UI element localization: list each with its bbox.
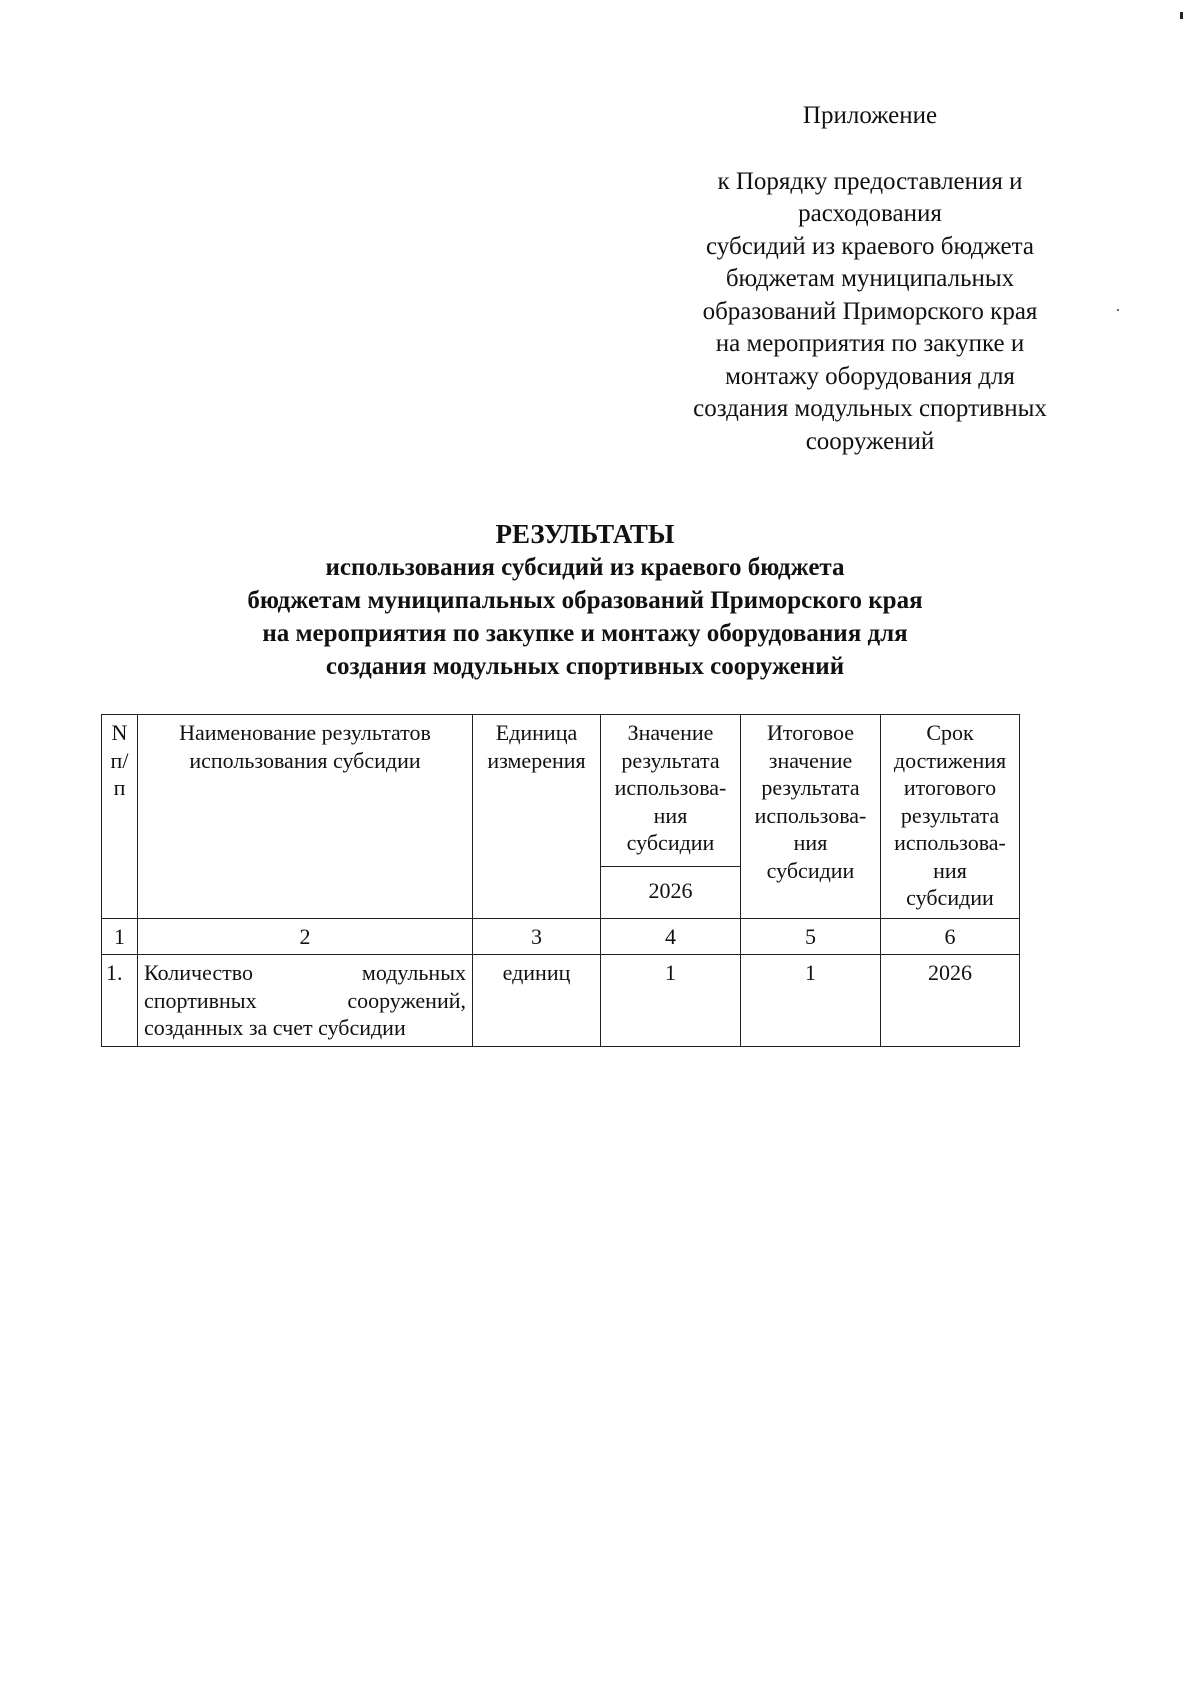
results-subtitle-line: использования субсидий из краевого бюджета [325,554,845,581]
row-name: Количество модульных спортивных сооружений, созданных за счет субсидии [138,955,473,1047]
annex-block [660,100,1080,458]
annex-line: к Порядку предоставления и [717,167,1023,195]
header-value: Значение результата использова- ния субсидии [601,715,741,867]
annex-line: монтажу оборудования для [725,362,1015,390]
results-subtitle-line: создания модульных спортивных сооружений [325,653,845,680]
results-title: РЕЗУЛЬТАТЫ [495,519,675,549]
column-number: 3 [473,918,601,955]
annex-line: на мероприятия по закупке и [715,330,1025,357]
annex-line: субсидий из краевого бюджета [706,232,1034,260]
scan-dot [1117,309,1119,311]
row-deadline: 2026 [881,955,1020,1047]
scan-mark [1180,12,1183,19]
annex-line: сооружений [805,427,935,455]
annex-line: расходования [798,200,942,227]
table-row [102,955,1020,1047]
column-number: 2 [138,918,473,955]
header-num: N п/п [102,715,138,919]
annex-line: бюджетам муниципальных [725,265,1015,292]
row-num: 1. [102,955,138,1047]
column-number-row [102,918,1020,955]
results-subtitle-line: бюджетам муниципальных образований Приморского края [247,587,923,614]
column-number: 4 [601,918,741,955]
annex-title: Приложение [802,102,938,129]
row-final-value: 1 [741,955,881,1047]
column-number: 5 [741,918,881,955]
table-header-row [102,715,1020,867]
row-unit: единиц [473,955,601,1047]
results-subtitle-line: на мероприятия по закупке и монтажу оборудования для [262,620,908,647]
header-deadline: Срок достижения итогового результата использова- ния субсидии [881,715,1020,919]
column-number: 6 [881,918,1020,955]
header-final-value: Итоговое значение результата использова- ния субсидии [741,715,881,919]
header-name: Наименование результатов использования субсидии [138,715,473,919]
annex-line: создания модульных спортивных [693,395,1047,422]
results-table [101,714,1020,1047]
row-value: 1 [601,955,741,1047]
header-unit: Единица измерения [473,715,601,919]
annex-line: образований Приморского края [702,297,1038,325]
column-number: 1 [102,918,138,955]
header-value-year: 2026 [601,867,741,918]
results-heading [170,518,1000,683]
